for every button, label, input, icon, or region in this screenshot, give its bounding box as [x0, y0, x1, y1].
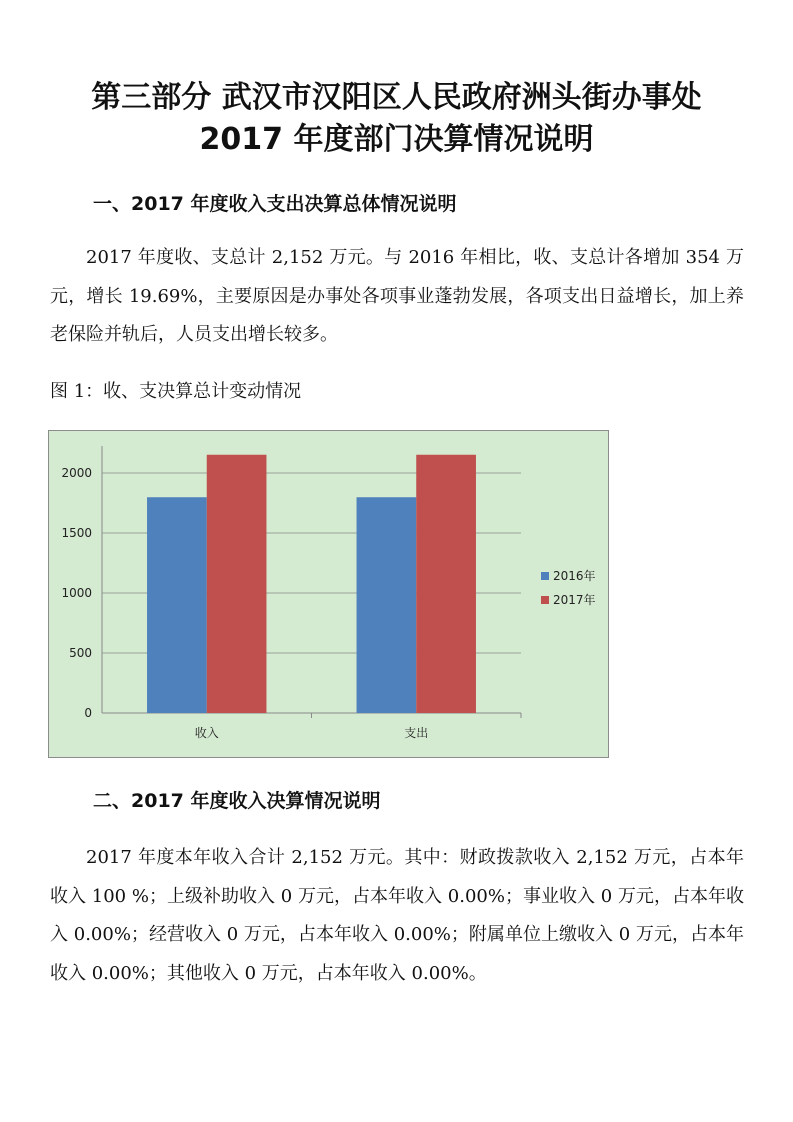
- legend-label-1: 2017年: [553, 593, 596, 607]
- y-tick-label: 1500: [61, 526, 92, 540]
- bar-0-0: [147, 497, 207, 713]
- x-tick-label: 收入: [194, 726, 219, 740]
- y-tick-label: 500: [69, 646, 92, 660]
- section1-heading: 一、2017 年度收入支出决算总体情况说明: [93, 193, 457, 215]
- document-title-line1: 第三部分 武汉市汉阳区人民政府洲头街办事处: [91, 80, 702, 115]
- legend-swatch-1: [541, 596, 549, 604]
- bar-chart: [48, 430, 609, 758]
- y-tick-label: 0: [84, 706, 92, 720]
- section2-paragraph: 2017 年度本年收入合计 2,152 万元。其中：财政拨款收入 2,152 万元，占本年收入 100 %；上级补助收入 0 万元，占本年收入 0.00%；事业收入 0 万元，占本年收入 0.00%；经营收入 0 万元，占本年收入 0.00%；附属单位上缴收入 0 万元，占本年收入 0.00%；其他收入 0 万元，占本年收入 0.00%。: [50, 847, 744, 984]
- section2-heading: 二、2017 年度收入决算情况说明: [93, 790, 381, 812]
- chart-background: [49, 431, 609, 758]
- y-tick-label: 2000: [61, 466, 92, 480]
- document-title-line2: 2017 年度部门决算情况说明: [199, 122, 594, 157]
- legend-label-0: 2016年: [553, 569, 596, 583]
- figure-caption: 图 1：收、支决算总计变动情况: [50, 381, 302, 402]
- y-tick-label: 1000: [61, 586, 92, 600]
- legend-swatch-0: [541, 572, 549, 580]
- bar-1-1: [416, 455, 476, 713]
- bar-1-0: [207, 455, 267, 713]
- section1-paragraph: 2017 年度收、支总计 2,152 万元。与 2016 年相比，收、支总计各增加 354 万元，增长 19.69%，主要原因是办事处各项事业蓬勃发展，各项支出日益增长，加上养老保险并轨后，人员支出增长较多。: [50, 247, 744, 345]
- x-tick-label: 支出: [404, 726, 429, 740]
- bar-0-1: [357, 497, 417, 713]
